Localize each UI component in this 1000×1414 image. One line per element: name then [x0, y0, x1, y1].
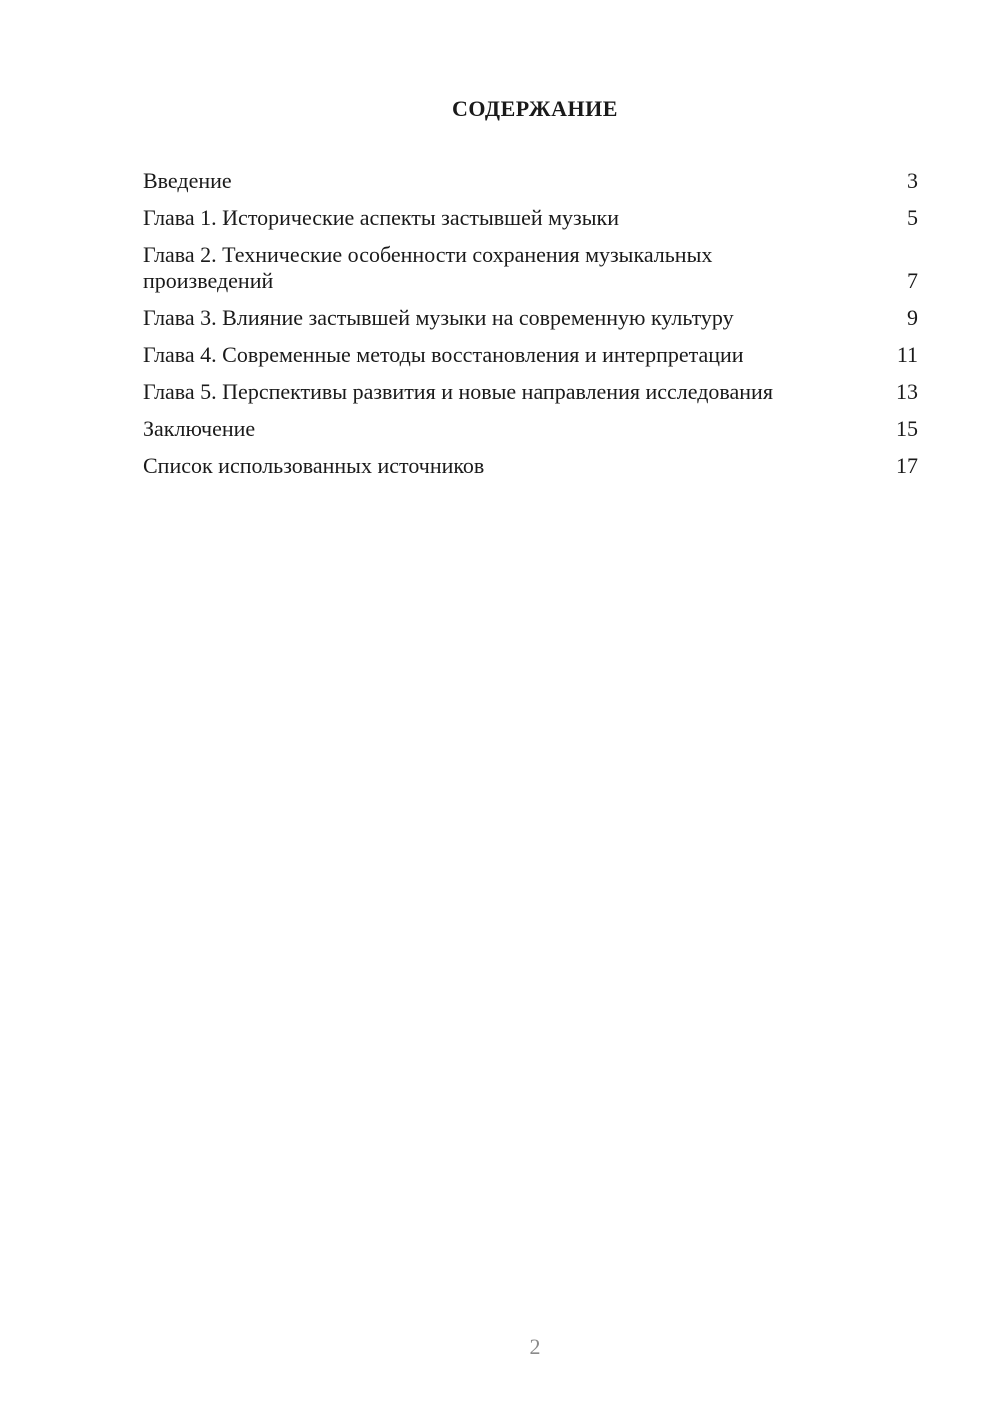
toc-item-conclusion	[143, 416, 918, 442]
toc-item-label: Глава 5. Перспективы развития и новые направления исследования	[143, 379, 773, 404]
toc-item-label: Заключение	[143, 416, 256, 441]
toc-item-page: 7	[907, 268, 918, 293]
toc-item-label: Глава 4. Современные методы восстановления и интерпретации	[143, 342, 744, 367]
toc-item-chapter-1	[143, 205, 918, 231]
toc-item-label: Глава 3. Влияние застывшей музыки на современную культуру	[143, 305, 734, 330]
toc-item-page: 13	[896, 379, 918, 404]
toc-item-chapter-3	[143, 305, 918, 331]
toc-item-label: Введение	[143, 168, 232, 193]
toc-item-page: 3	[907, 168, 918, 193]
toc-item-introduction	[143, 168, 918, 194]
toc-item-chapter-4	[143, 342, 918, 368]
toc-item-label: Глава 1. Исторические аспекты застывшей музыки	[143, 205, 619, 230]
toc-item-label: Список использованных источников	[143, 453, 485, 478]
toc-item-page: 15	[896, 416, 918, 441]
toc-item-page: 9	[907, 305, 918, 330]
toc-item-references	[143, 453, 918, 479]
toc-item-chapter-5	[143, 379, 918, 405]
page-title: СОДЕРЖАНИЕ	[452, 96, 618, 121]
page-number: 2	[529, 1334, 541, 1359]
toc-item-page: 17	[896, 453, 918, 478]
toc-item-page: 5	[907, 205, 918, 230]
toc-item-label: Глава 2. Технические особенности сохранения музыкальных произведений	[143, 242, 713, 293]
table-of-contents	[143, 168, 918, 490]
toc-item-page: 11	[896, 342, 918, 367]
toc-item-chapter-2	[143, 242, 918, 294]
